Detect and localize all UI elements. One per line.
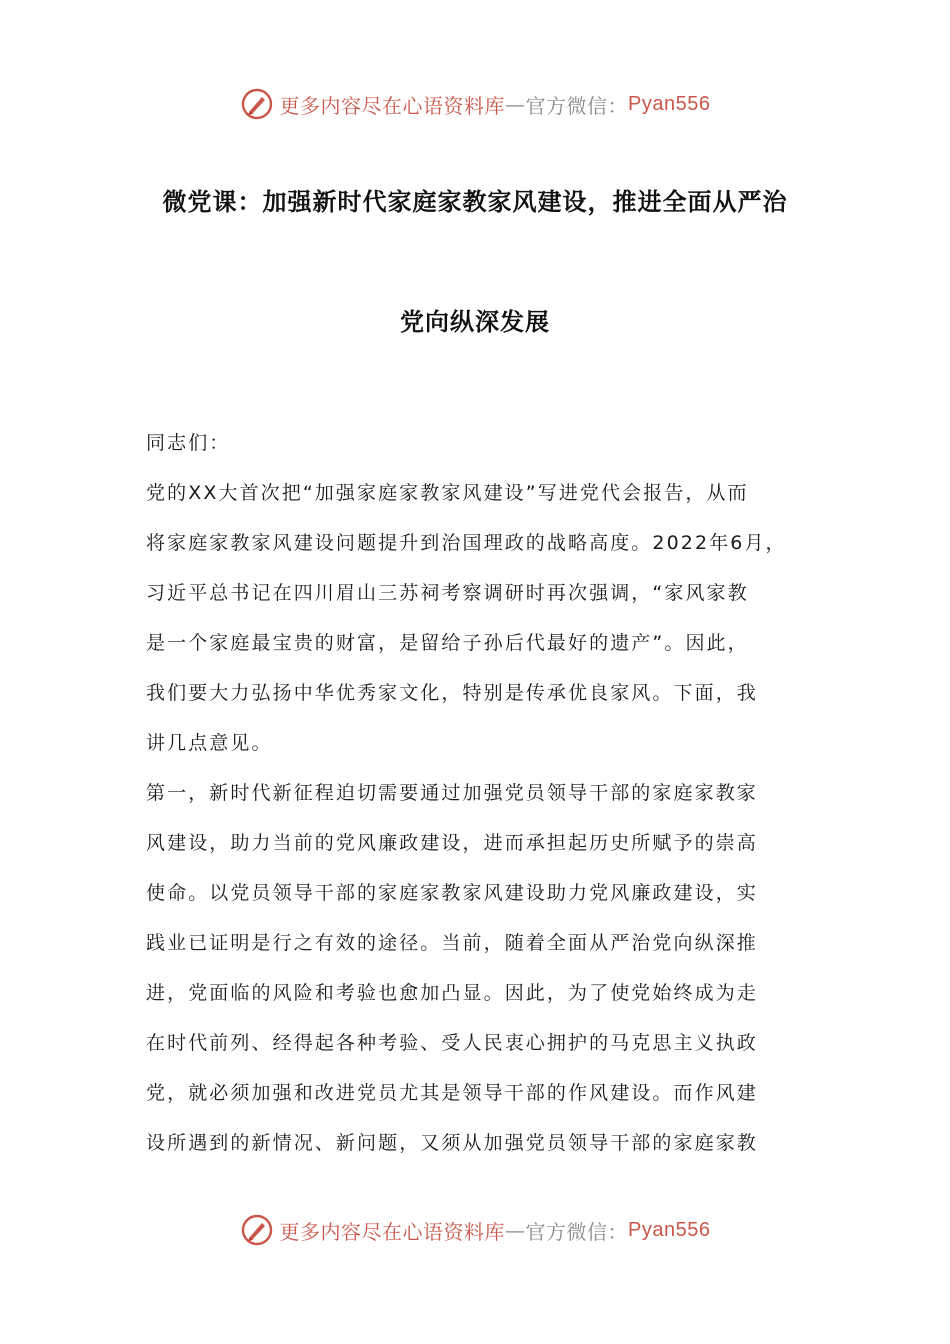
document-title-line-1: 微党课：加强新时代家庭家教家风建设，推进全面从严治 — [162, 187, 788, 216]
body-line: 将家庭家教家风建设问题提升到治国理政的战略高度。2022年6月， — [146, 532, 787, 554]
body-line: 使命。以党员领导干部的家庭家教家风建设助力党风廉政建设，实 — [146, 882, 758, 904]
watermark-site-text: 更多内容尽在心语资料库 — [279, 93, 506, 118]
body-line: 风建设，助力当前的党风廉政建设，进而承担起历史所赋予的崇高 — [146, 832, 758, 854]
watermark-dash: — — [505, 1218, 526, 1242]
watermark-wechat-label: 官方微信： — [525, 93, 629, 118]
document-body — [146, 418, 806, 1168]
body-line: 进，党面临的风险和考验也愈加凸显。因此，为了使党始终成为走 — [146, 982, 758, 1004]
footer-watermark — [0, 1208, 950, 1252]
document-title-line-2: 党向纵深发展 — [400, 307, 550, 336]
watermark-dash: — — [505, 92, 526, 116]
body-line: 设所遇到的新情况、新问题，又须从加强党员领导干部的家庭家教 — [146, 1132, 758, 1154]
body-line: 讲几点意见。 — [146, 732, 273, 754]
body-line: 是一个家庭最宝贵的财富，是留给子孙后代最好的遗产”。因此， — [146, 632, 749, 654]
body-line: 党的XX大首次把“加强家庭家教家风建设”写进党代会报告，从而 — [146, 482, 749, 504]
body-line: 践业已证明是行之有效的途径。当前，随着全面从严治党向纵深推 — [146, 932, 758, 954]
body-line: 同志们： — [146, 432, 231, 454]
pen-logo-icon — [240, 87, 274, 121]
body-line: 党，就必须加强和改进党员尤其是领导干部的作风建设。而作风建 — [146, 1082, 758, 1104]
body-line: 在时代前列、经得起各种考验、受人民衷心拥护的马克思主义执政 — [146, 1032, 758, 1054]
body-line: 我们要大力弘扬中华优秀家文化，特别是传承优良家风。下面，我 — [146, 682, 758, 704]
watermark-wechat-id: Pyan556 — [628, 92, 711, 115]
body-line: 习近平总书记在四川眉山三苏祠考察调研时再次强调，“家风家教 — [146, 582, 749, 604]
watermark-wechat-label: 官方微信： — [525, 1219, 629, 1244]
watermark-wechat-id: Pyan556 — [628, 1218, 711, 1241]
header-watermark — [0, 82, 950, 126]
pen-logo-icon — [240, 1213, 274, 1247]
body-line: 第一，新时代新征程迫切需要通过加强党员领导干部的家庭家教家 — [146, 782, 758, 804]
watermark-site-text: 更多内容尽在心语资料库 — [279, 1219, 506, 1244]
